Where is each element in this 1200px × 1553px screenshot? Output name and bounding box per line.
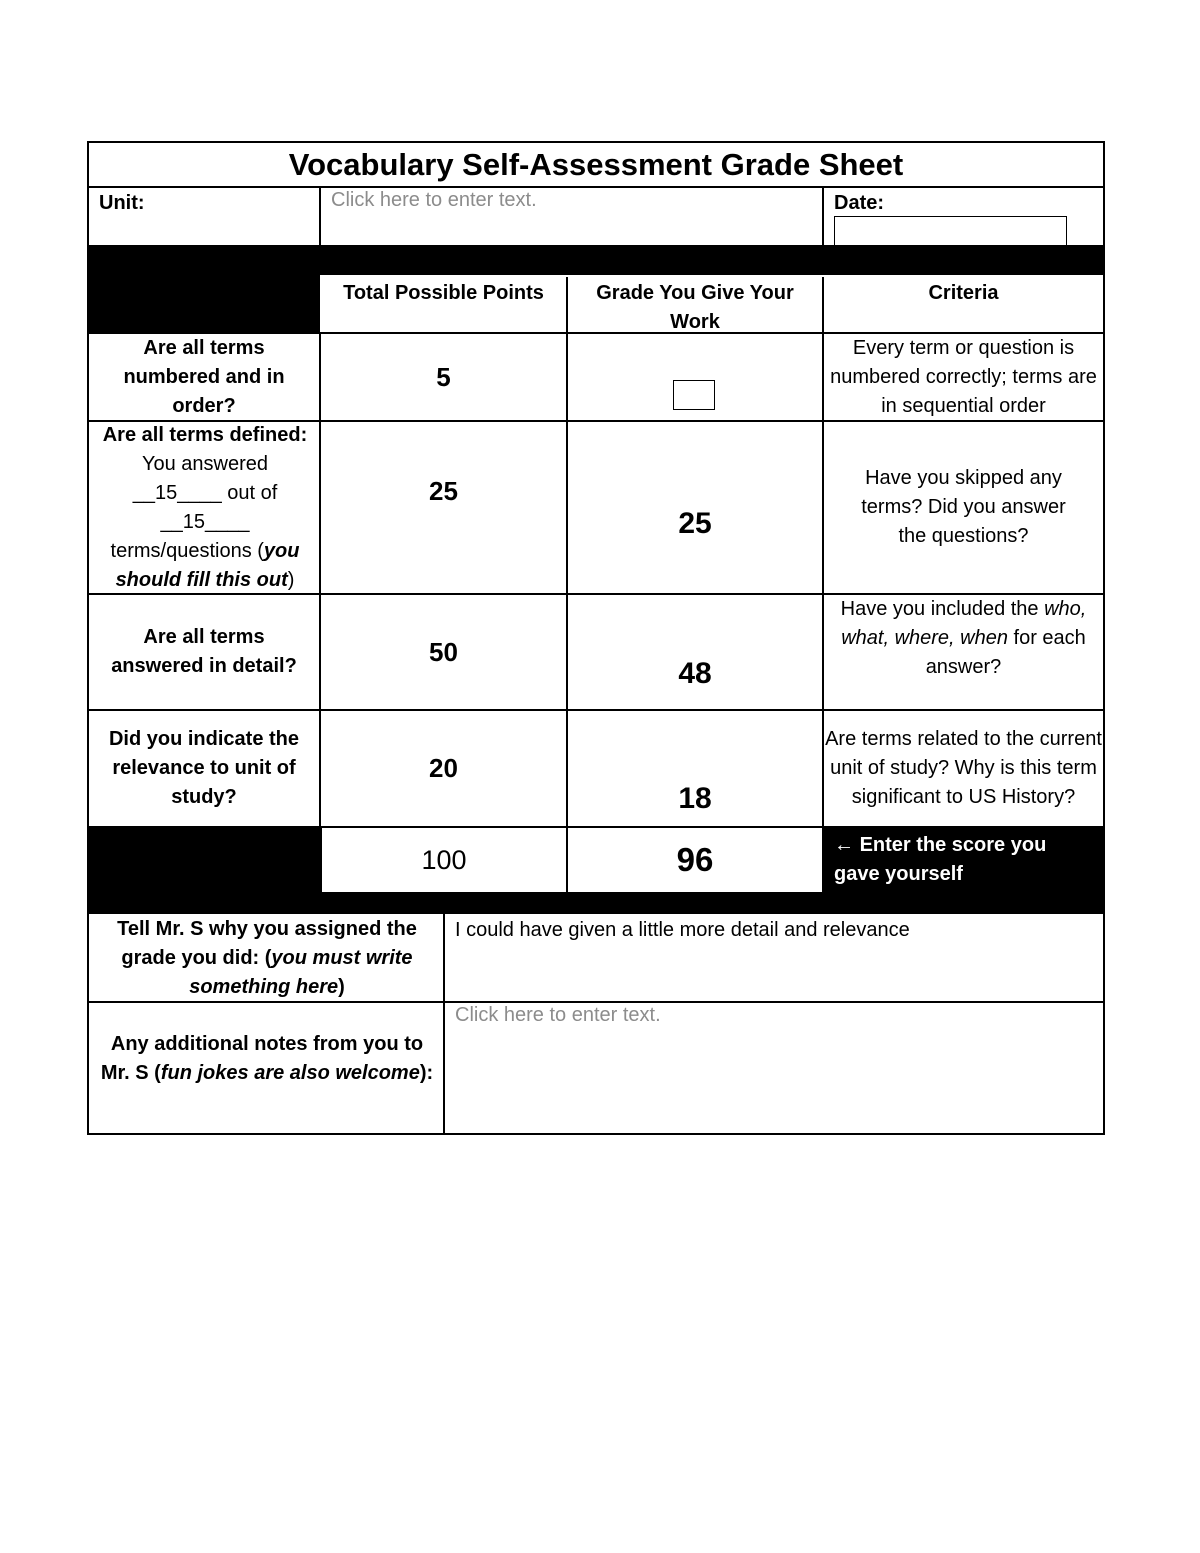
grade-3[interactable]: 48 [678, 657, 712, 690]
arrow-left-icon: ← [834, 834, 854, 856]
criteria-3-c: for each answer? [925, 627, 1086, 678]
divider [89, 186, 1103, 188]
criteria-4: Are terms related to the current unit of study? Why is this term significant to US History? [825, 728, 1102, 808]
points-1: 5 [436, 361, 451, 392]
notes-label-c: ): [419, 1062, 434, 1084]
points-3: 50 [429, 636, 458, 667]
header-criteria: Criteria [928, 282, 999, 304]
criteria-1: Every term or question is numbered correctly; terms are in sequential order [830, 336, 1097, 417]
reason-label [95, 916, 439, 1001]
sheet-title: Vocabulary Self-Assessment Grade Sheet [288, 146, 904, 182]
question-1: Are all terms numbered and in order? [123, 336, 285, 417]
notes-label [95, 1003, 439, 1133]
grade-sheet [87, 141, 1105, 1135]
grade-input-1[interactable] [673, 380, 715, 410]
question-2-a: Are all terms defined: [102, 423, 308, 446]
date-input[interactable] [834, 216, 1067, 245]
grade-2[interactable]: 25 [678, 506, 712, 540]
notes-label-b: fun jokes are also welcome [160, 1062, 420, 1084]
points-2: 25 [429, 476, 458, 506]
reason-input[interactable]: I could have given a little more detail and relevance [455, 919, 910, 941]
question-4: Did you indicate the relevance to unit of study? [108, 728, 300, 808]
question-2-c: you should fill this out [115, 539, 300, 591]
unit-label: Unit: [99, 192, 145, 214]
criteria-3 [824, 595, 1103, 709]
divider [822, 186, 824, 245]
question-2 [97, 422, 313, 593]
reason-label-b: you must write something here [189, 947, 413, 998]
notes-input[interactable]: Click here to enter text. [455, 1004, 661, 1026]
total-grade[interactable]: 96 [568, 828, 822, 892]
notes-label-a: Any additional notes from you to Mr. S ( [100, 1033, 424, 1084]
criteria-3-b: who, what, where, when [841, 598, 1087, 649]
grade-4[interactable]: 18 [678, 781, 712, 815]
date-label: Date: [834, 192, 885, 214]
total-points: 100 [322, 828, 566, 892]
question-2-d: ) [287, 568, 295, 591]
divider [319, 186, 321, 245]
question-3: Are all terms answered in detail? [111, 626, 297, 677]
question-2-b: You answered __15____ out of __15____ terms/questions ( [110, 452, 278, 562]
unit-input[interactable]: Click here to enter text. [331, 189, 537, 211]
total-note-text: Enter the score you gave yourself [834, 834, 1047, 885]
total-note [834, 831, 1094, 889]
reason-label-c: ) [338, 976, 345, 998]
criteria-3-a: Have you included the [840, 598, 1045, 620]
points-4: 20 [429, 753, 458, 783]
criteria-2: Have you skipped any terms? Did you answer the questions? [861, 467, 1066, 547]
divider [443, 914, 445, 1133]
reason-label-a: Tell Mr. S why you assigned the grade you did: ( [117, 918, 417, 969]
header-total-points: Total Possible Points [343, 282, 544, 304]
header-left-block [89, 245, 320, 334]
header-grade: Grade You Give Your Work [596, 282, 794, 333]
